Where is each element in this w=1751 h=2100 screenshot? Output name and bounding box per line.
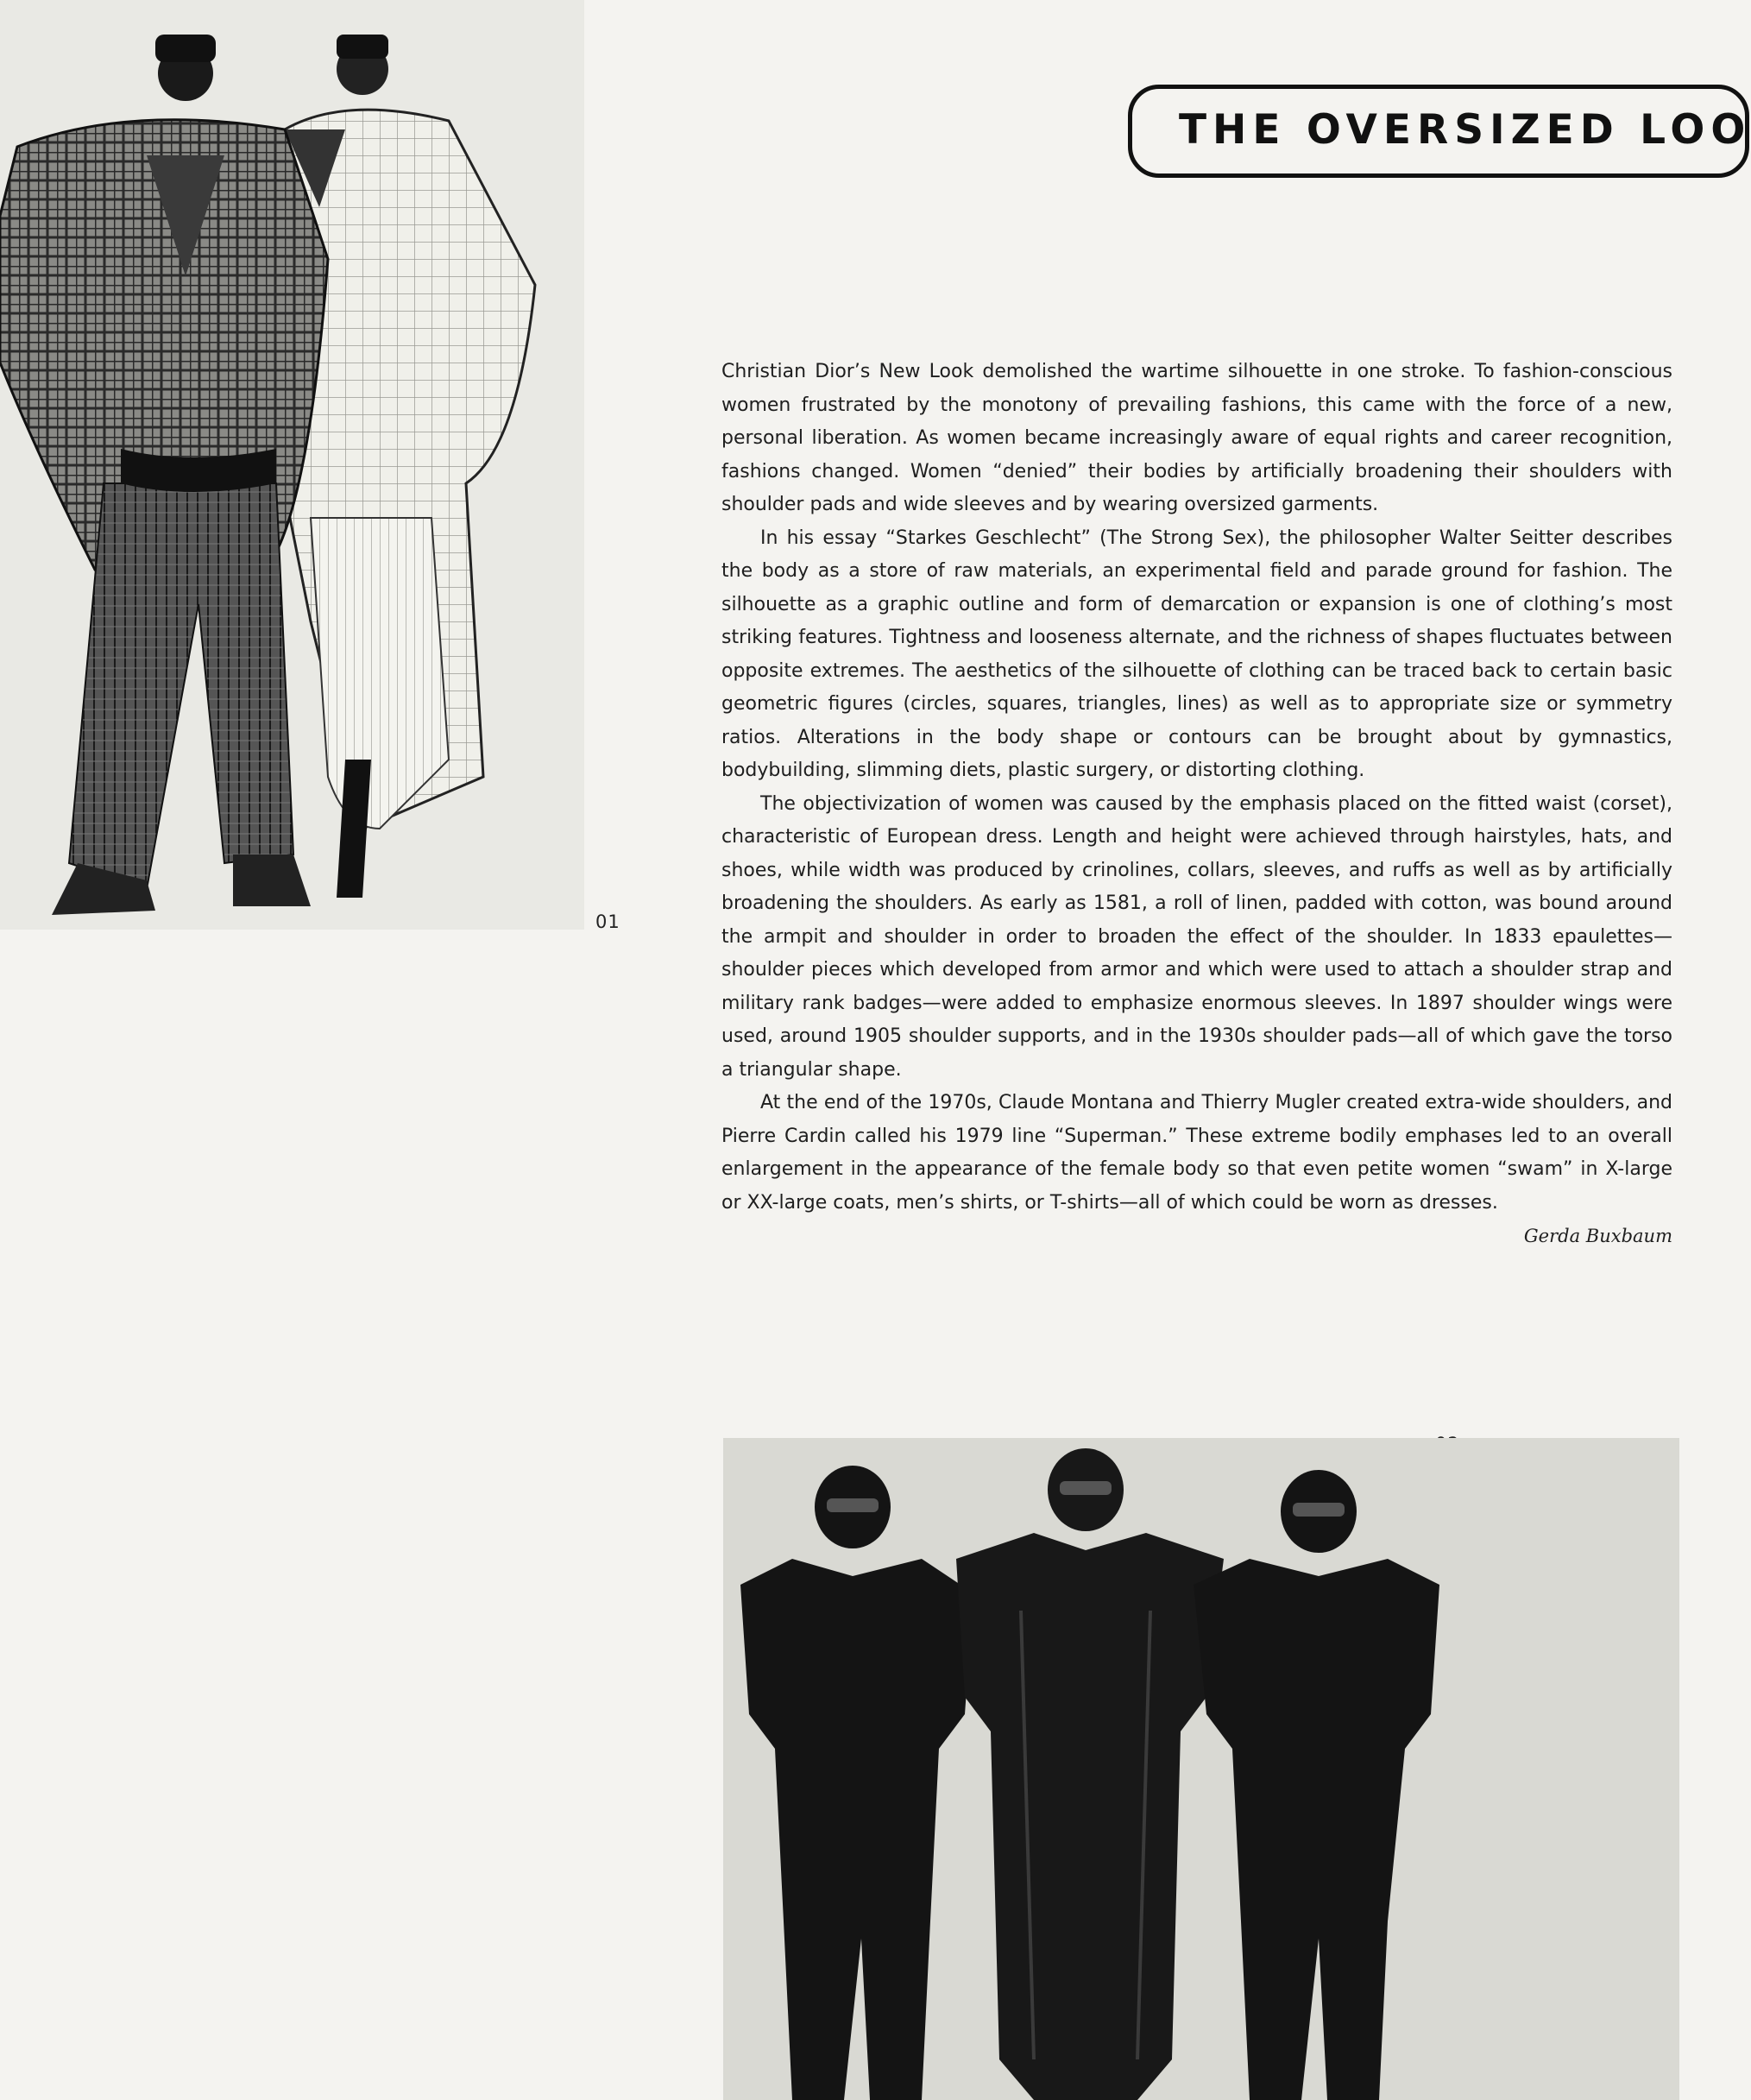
article-paragraph: Christian Dior’s New Look demolished the wartime silhouette in one stroke. To fashion-conscious women frustrated by the monotony of prevailing fashions, this came with the force of a new, personal liberation. As women became increasingly aware of equal rights and career recognition, fashions changed. Women “denied” their bodies by artificially broadening their shoulders with shoulder pads and wide sleeves and by wearing oversized garments. xyxy=(721,361,1672,515)
article-body xyxy=(721,356,1672,1253)
article-paragraph-last xyxy=(721,1087,1672,1246)
article-paragraph-text: At the end of the 1970s, Claude Montana and Thierry Mugler created extra-wide shoulders, and Pierre Cardin called his 1979 line “Superman.” These extreme bodily emphases led to an overall enlargement in the appearance of the female body so that even petite women “swam” in X-large or XX-large coats, men’s shirts, or T-shirts—all of which could be worn as dresses. xyxy=(721,1092,1672,1214)
page-title-box xyxy=(1128,85,1749,178)
fashion-illustration-01 xyxy=(0,0,584,930)
article-paragraph: The objectivization of women was caused by the emphasis placed on the fitted waist (corset), characteristic of European dress. Length and height were achieved through hairstyles, hats, and shoes, while width was produced by crinolines, collars, sleeves, and ruffs as well as by artificially broadening the shoulders. As early as 1581, a roll of linen, padded with cotton, was bound around the armpit and shoulder in order to broaden the effect of the shoulder. In 1833 epaulettes—shoulder pieces which developed from armor and which were used to attach a shoulder strap and military rank badges—were added to emphasize enormous sleeves. In 1897 shoulder wings were used, around 1905 shoulder supports, and in the 1930s shoulder pads—all of which gave the torso a triangular shape. xyxy=(721,792,1672,1081)
page-title: THE OVERSIZED LOO xyxy=(1179,106,1751,154)
figure-label-01: 01 xyxy=(595,911,620,932)
article-paragraph: In his essay “Starkes Geschlecht” (The Strong Sex), the philosopher Walter Seitter describes the body as a store of raw materials, an experimental field and parade ground for fashion. The silhouette as a graphic outline and form of demarcation or expansion is one of clothing’s most striking features. Tightness and looseness alternate, and the richness of shapes fluctuates between opposite extremes. The aesthetics of the silhouette of clothing can be traced back to certain basic geometric figures (circles, squares, triangles, lines) as well as to appropriate size or symmetry ratios. Alterations in the body shape or contours can be brought about by gymnastics, bodybuilding, slimming diets, plastic surgery, or distorting clothing. xyxy=(721,527,1672,781)
author-byline: Gerda Buxbaum xyxy=(1523,1226,1672,1246)
photo-02 xyxy=(723,1438,1679,2100)
three-models-photo-icon xyxy=(723,1438,1679,2100)
fashion-illustration-icon xyxy=(0,0,584,930)
